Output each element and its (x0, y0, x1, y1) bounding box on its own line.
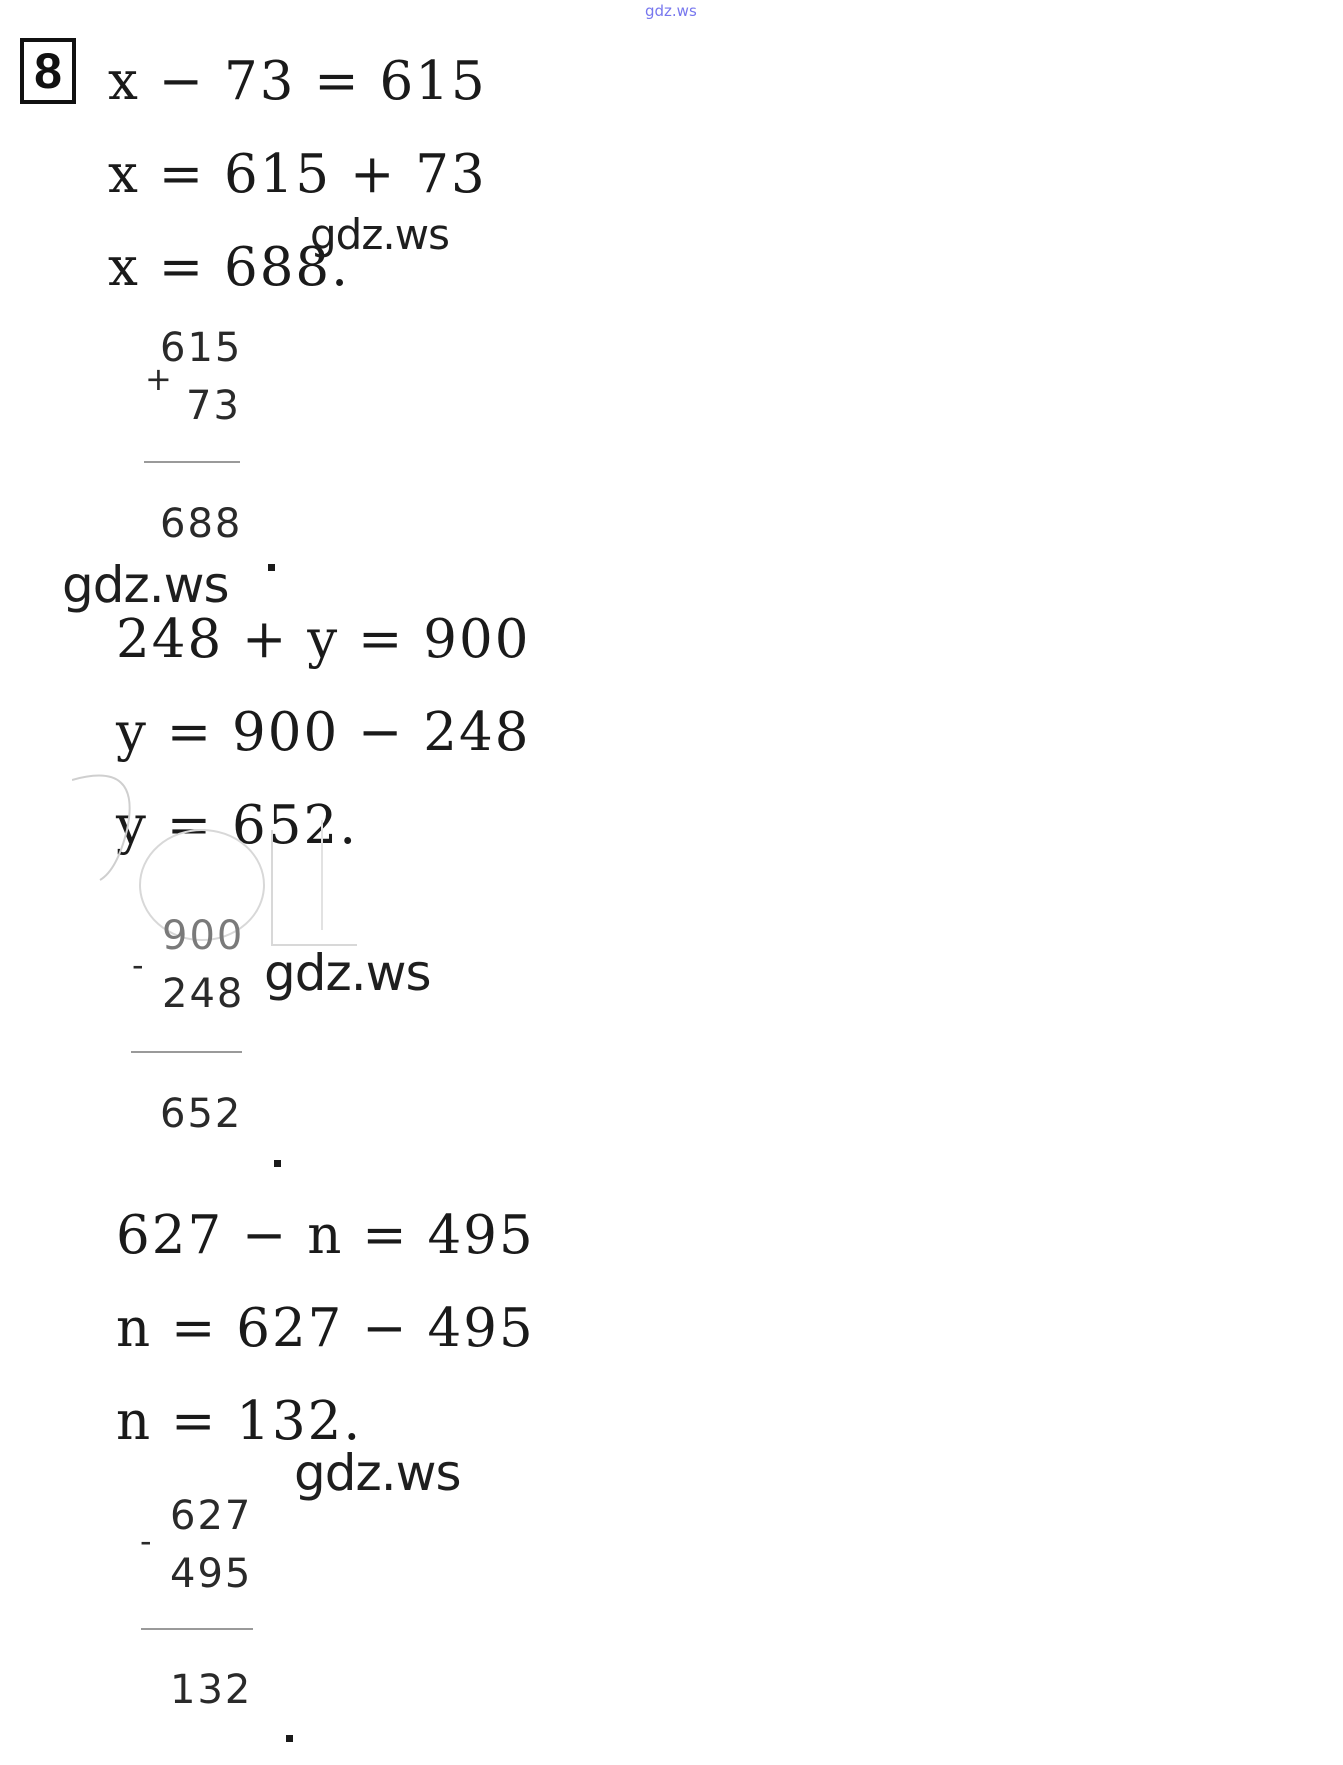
equation-line: 248 + y = 900 (116, 609, 531, 670)
column-underline (141, 1628, 253, 1630)
column-underline (131, 1051, 242, 1053)
watermark-text: gdz.ws (264, 944, 431, 1002)
column-bottom-number: 495 (170, 1551, 253, 1597)
equation-line: x − 73 = 615 (108, 51, 487, 112)
task-number-box: 8 (20, 38, 76, 104)
equation-line: 627 − n = 495 (116, 1205, 535, 1266)
column-result-number: 652 (160, 1091, 243, 1137)
column-operation-sign: - (132, 946, 144, 984)
equation-line: x = 615 + 73 (108, 144, 487, 205)
column-bottom-number: 248 (162, 971, 245, 1017)
equation-line: y = 900 − 248 (116, 702, 531, 763)
column-top-number: 900 (162, 913, 245, 959)
column-operation-sign: + (145, 360, 172, 398)
column-top-number: 615 (160, 325, 243, 371)
equation-line: n = 132. (116, 1391, 363, 1452)
column-underline (144, 461, 240, 463)
header-watermark: gdz.ws (645, 2, 697, 20)
column-operation-sign: - (140, 1522, 152, 1560)
column-bottom-number: 73 (186, 383, 241, 429)
column-top-number: 627 (170, 1493, 253, 1539)
watermark-text: gdz.ws (310, 210, 449, 259)
period-dot (274, 1160, 281, 1167)
watermark-text: gdz.ws (62, 556, 229, 614)
equation-line: x = 688. (108, 237, 351, 298)
column-result-number: 132 (170, 1667, 253, 1713)
period-dot (286, 1735, 293, 1742)
period-dot (268, 564, 275, 571)
column-result-number: 688 (160, 501, 243, 547)
equation-line: n = 627 − 495 (116, 1298, 535, 1359)
equation-line: y = 652. (116, 795, 359, 856)
watermark-text: gdz.ws (294, 1444, 461, 1502)
